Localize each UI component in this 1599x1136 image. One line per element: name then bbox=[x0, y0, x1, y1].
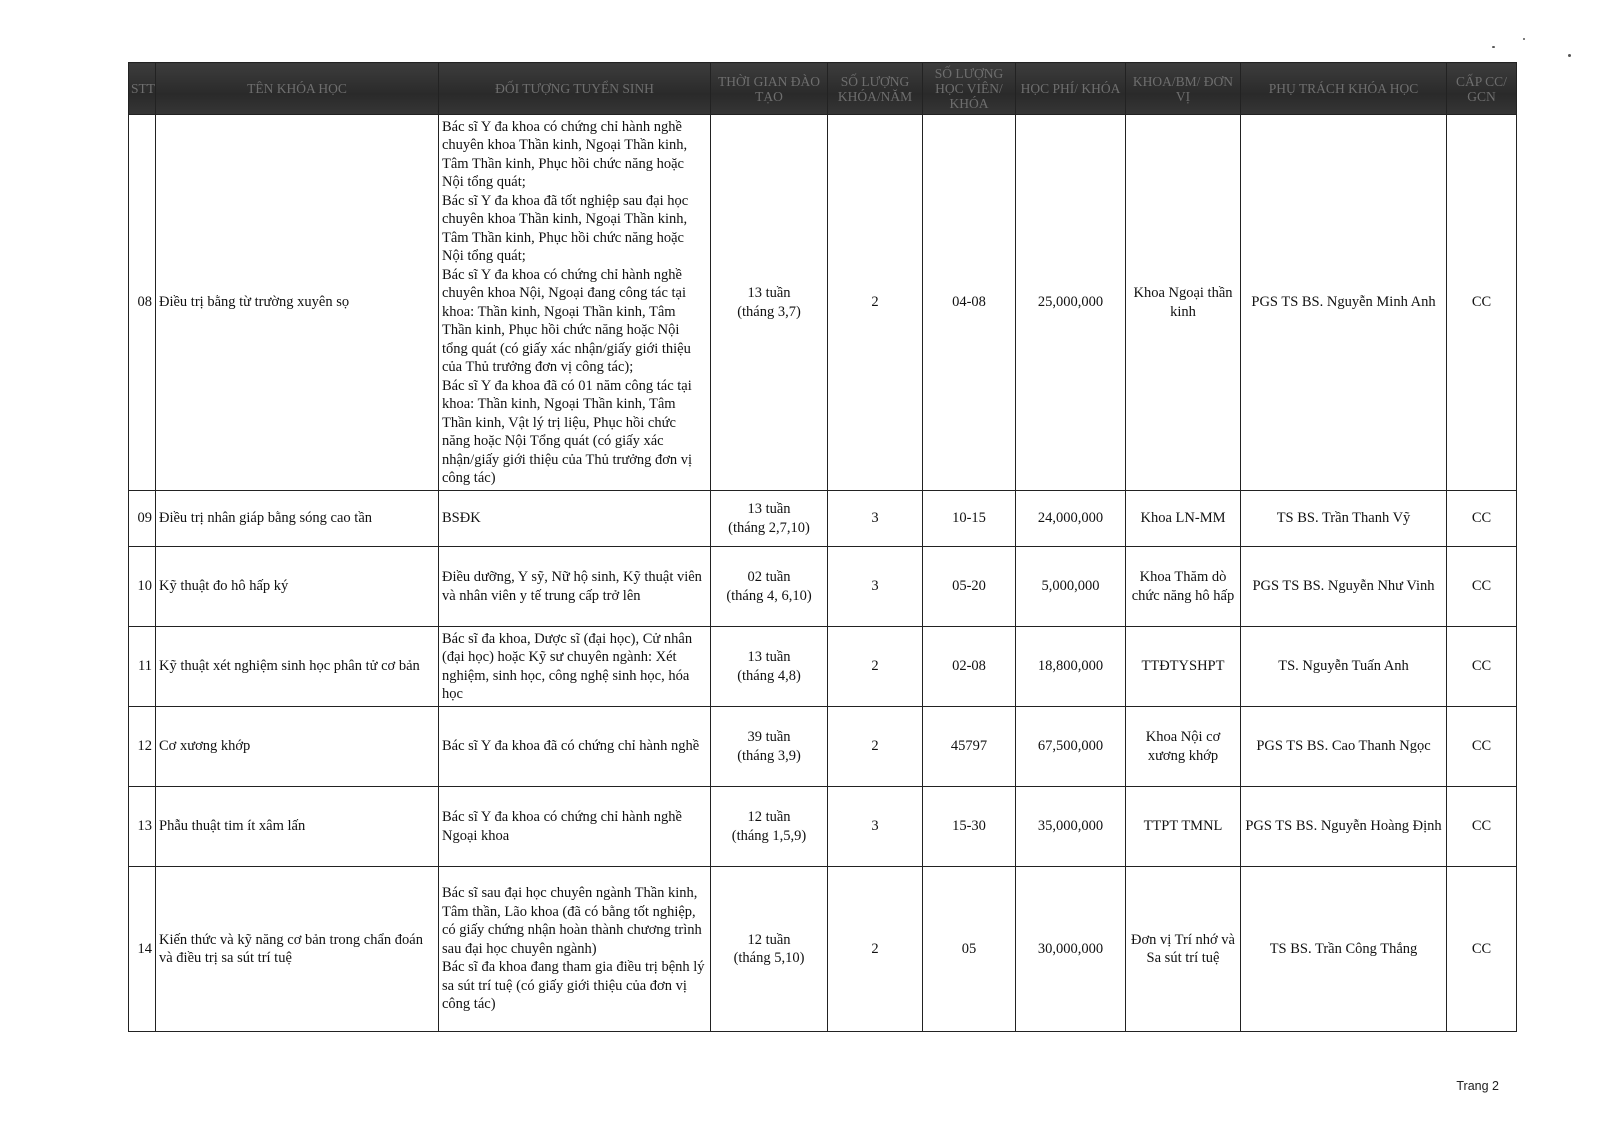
cell-stt: 09 bbox=[129, 491, 156, 547]
cell-target: Bác sĩ đa khoa, Dược sĩ (đại học), Cử nhân (đại học) hoặc Kỹ sư chuyên ngành: Xét nghiệm, sinh học, công nghệ sinh học, hóa học bbox=[439, 627, 711, 707]
table-row bbox=[129, 115, 1517, 491]
cell-target: Bác sĩ Y đa khoa đã có chứng chỉ hành nghề bbox=[439, 707, 711, 787]
cell-stt: 12 bbox=[129, 707, 156, 787]
header-target: ĐỐI TƯỢNG TUYỂN SINH bbox=[439, 63, 711, 115]
header-stt: STT bbox=[129, 63, 156, 115]
header-course-name: TÊN KHÓA HỌC bbox=[156, 63, 439, 115]
cell-course-name: Điều trị nhân giáp bằng sóng cao tần bbox=[156, 491, 439, 547]
header-fee: HỌC PHÍ/ KHÓA bbox=[1016, 63, 1126, 115]
cell-students: 05-20 bbox=[923, 547, 1016, 627]
cell-students: 02-08 bbox=[923, 627, 1016, 707]
cell-fee: 18,800,000 bbox=[1016, 627, 1126, 707]
cell-certificate: CC bbox=[1447, 547, 1517, 627]
header-courses-per-year: SỐ LƯỢNG KHÓA/NĂM bbox=[828, 63, 923, 115]
scan-speck bbox=[1568, 54, 1571, 57]
cell-duration: 13 tuần (tháng 2,7,10) bbox=[711, 491, 828, 547]
scan-speck bbox=[1492, 46, 1495, 48]
cell-courses-per-year: 2 bbox=[828, 115, 923, 491]
course-table bbox=[128, 62, 1517, 1032]
cell-unit: Khoa Thăm dò chức năng hô hấp bbox=[1126, 547, 1241, 627]
header-certificate: CẤP CC/ GCN bbox=[1447, 63, 1517, 115]
cell-fee: 67,500,000 bbox=[1016, 707, 1126, 787]
cell-target: BSĐK bbox=[439, 491, 711, 547]
cell-stt: 08 bbox=[129, 115, 156, 491]
cell-students: 04-08 bbox=[923, 115, 1016, 491]
cell-course-lead: TS. Nguyễn Tuấn Anh bbox=[1241, 627, 1447, 707]
cell-stt: 10 bbox=[129, 547, 156, 627]
cell-course-name: Phẫu thuật tim ít xâm lấn bbox=[156, 787, 439, 867]
cell-unit: Đơn vị Trí nhớ và Sa sút trí tuệ bbox=[1126, 867, 1241, 1032]
cell-fee: 25,000,000 bbox=[1016, 115, 1126, 491]
cell-course-name: Kiến thức và kỹ năng cơ bản trong chẩn đoán và điều trị sa sút trí tuệ bbox=[156, 867, 439, 1032]
cell-duration: 13 tuần (tháng 4,8) bbox=[711, 627, 828, 707]
cell-stt: 14 bbox=[129, 867, 156, 1032]
cell-unit: Khoa LN-MM bbox=[1126, 491, 1241, 547]
cell-students: 15-30 bbox=[923, 787, 1016, 867]
cell-certificate: CC bbox=[1447, 491, 1517, 547]
table-row bbox=[129, 787, 1517, 867]
cell-courses-per-year: 3 bbox=[828, 787, 923, 867]
cell-stt: 11 bbox=[129, 627, 156, 707]
cell-fee: 35,000,000 bbox=[1016, 787, 1126, 867]
cell-fee: 5,000,000 bbox=[1016, 547, 1126, 627]
cell-duration: 12 tuần (tháng 1,5,9) bbox=[711, 787, 828, 867]
cell-duration: 39 tuần (tháng 3,9) bbox=[711, 707, 828, 787]
table-row bbox=[129, 707, 1517, 787]
cell-fee: 24,000,000 bbox=[1016, 491, 1126, 547]
cell-courses-per-year: 2 bbox=[828, 627, 923, 707]
cell-certificate: CC bbox=[1447, 627, 1517, 707]
header-duration: THỜI GIAN ĐÀO TẠO bbox=[711, 63, 828, 115]
header-students-per-course: SỐ LƯỢNG HỌC VIÊN/ KHÓA bbox=[923, 63, 1016, 115]
cell-students: 10-15 bbox=[923, 491, 1016, 547]
cell-fee: 30,000,000 bbox=[1016, 867, 1126, 1032]
cell-students: 05 bbox=[923, 867, 1016, 1032]
cell-students: 45797 bbox=[923, 707, 1016, 787]
cell-certificate: CC bbox=[1447, 115, 1517, 491]
cell-certificate: CC bbox=[1447, 787, 1517, 867]
header-course-lead: PHỤ TRÁCH KHÓA HỌC bbox=[1241, 63, 1447, 115]
scan-speck bbox=[1523, 38, 1525, 40]
cell-unit: TTĐTYSHPT bbox=[1126, 627, 1241, 707]
cell-unit: Khoa Nội cơ xương khớp bbox=[1126, 707, 1241, 787]
cell-duration: 13 tuần (tháng 3,7) bbox=[711, 115, 828, 491]
cell-duration: 12 tuần (tháng 5,10) bbox=[711, 867, 828, 1032]
cell-unit: Khoa Ngoại thần kinh bbox=[1126, 115, 1241, 491]
cell-course-lead: PGS TS BS. Nguyễn Hoàng Định bbox=[1241, 787, 1447, 867]
cell-course-lead: PGS TS BS. Cao Thanh Ngọc bbox=[1241, 707, 1447, 787]
cell-courses-per-year: 3 bbox=[828, 547, 923, 627]
table-row bbox=[129, 491, 1517, 547]
cell-duration: 02 tuần (tháng 4, 6,10) bbox=[711, 547, 828, 627]
cell-course-name: Kỹ thuật đo hô hấp ký bbox=[156, 547, 439, 627]
cell-target: Bác sĩ Y đa khoa có chứng chỉ hành nghề Ngoại khoa bbox=[439, 787, 711, 867]
cell-course-lead: PGS TS BS. Nguyễn Như Vinh bbox=[1241, 547, 1447, 627]
cell-course-lead: PGS TS BS. Nguyễn Minh Anh bbox=[1241, 115, 1447, 491]
cell-course-name: Kỹ thuật xét nghiệm sinh học phân tử cơ bản bbox=[156, 627, 439, 707]
cell-target: Bác sĩ sau đại học chuyên ngành Thần kinh, Tâm thần, Lão khoa (đã có bằng tốt nghiệp, có giấy chứng nhận hoàn thành chương trình sau đại học chuyên ngành) Bác sĩ đa khoa đang tham gia điều trị bệnh lý sa sút trí tuệ (có giấy giới thiệu của đơn vị công tác) bbox=[439, 867, 711, 1032]
cell-unit: TTPT TMNL bbox=[1126, 787, 1241, 867]
cell-courses-per-year: 3 bbox=[828, 491, 923, 547]
cell-stt: 13 bbox=[129, 787, 156, 867]
cell-course-lead: TS BS. Trần Công Thắng bbox=[1241, 867, 1447, 1032]
table-header-row bbox=[129, 63, 1517, 115]
cell-courses-per-year: 2 bbox=[828, 867, 923, 1032]
cell-courses-per-year: 2 bbox=[828, 707, 923, 787]
cell-course-name: Cơ xương khớp bbox=[156, 707, 439, 787]
cell-course-name: Điều trị bằng từ trường xuyên sọ bbox=[156, 115, 439, 491]
table-row bbox=[129, 547, 1517, 627]
cell-target: Điều dưỡng, Y sỹ, Nữ hộ sinh, Kỹ thuật viên và nhân viên y tế trung cấp trở lên bbox=[439, 547, 711, 627]
cell-course-lead: TS BS. Trần Thanh Vỹ bbox=[1241, 491, 1447, 547]
cell-target: Bác sĩ Y đa khoa có chứng chỉ hành nghề chuyên khoa Thần kinh, Ngoại Thần kinh, Tâm Thần kinh, Phục hồi chức năng hoặc Nội tổng quát; Bác sĩ Y đa khoa đã tốt nghiệp sau đại học chuyên khoa Thần kinh, Ngoại Thần kinh, Tâm Thần kinh, Phục hồi chức năng hoặc Nội tổng quát; Bác sĩ Y đa khoa có chứng chỉ hành nghề chuyên khoa Nội, Ngoại đang công tác tại khoa: Thần kinh, Ngoại Thần kinh, Tâm Thần kinh, Phục hồi chức năng hoặc Nội tổng quát (có giấy xác nhận/giấy giới thiệu của Thủ trưởng đơn vị công tác); Bác sĩ Y đa khoa đã có 01 năm công tác tại khoa: Thần kinh, Ngoại Thần kinh, Tâm Thần kinh, Vật lý trị liệu, Phục hồi chức năng hoặc Nội Tổng quát (có giấy xác nhận/giấy giới thiệu của Thủ trưởng đơn vị công tác) bbox=[439, 115, 711, 491]
page-number: Trang 2 bbox=[1456, 1079, 1499, 1093]
cell-certificate: CC bbox=[1447, 867, 1517, 1032]
header-unit: KHOA/BM/ ĐƠN VỊ bbox=[1126, 63, 1241, 115]
table-row bbox=[129, 867, 1517, 1032]
table-row bbox=[129, 627, 1517, 707]
cell-certificate: CC bbox=[1447, 707, 1517, 787]
